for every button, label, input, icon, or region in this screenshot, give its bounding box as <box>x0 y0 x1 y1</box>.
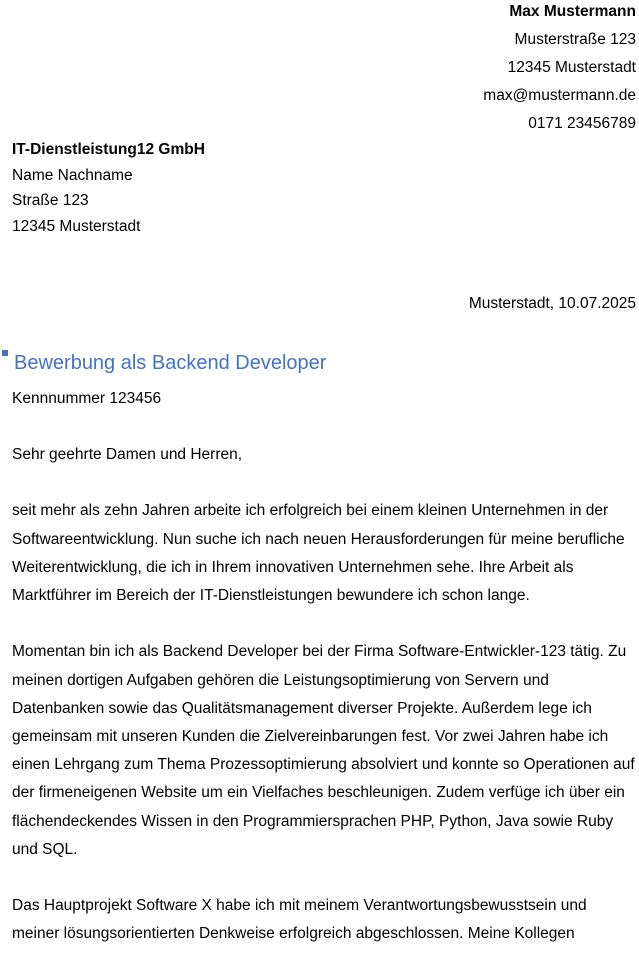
sender-phone: 0171 23456789 <box>528 115 636 132</box>
recipient-contact: Name Nachname <box>12 166 133 184</box>
letter-body <box>12 441 636 977</box>
heading-marker <box>2 350 8 356</box>
recipient-city: 12345 Musterstadt <box>12 217 141 235</box>
paragraph-2: Momentan bin ich als Backend Developer bei der Firma Software-Entwickler-123 tätig. Zu meinen dortigen Aufgaben gehören die Leistungsoptimierung von Servern und Datenbanken sowie das Qualitätsmanagement diverser Projekte. Außerdem lege ich gemeinsam mit unseren Kunden die Zielvereinbarungen fest. Vor zwei Jahren habe ich einen Lehrgang zum Thema Prozessoptimierung absolviert und konnte so Operationen auf der firmeneigenen Website um ein Vielfaches beschleunigen. Zudem verfüge ich über ein flächendeckendes Wissen in den Programmiersprachen PHP, Python, Java sowie Ruby und SQL. <box>12 643 635 858</box>
sender-address <box>483 0 636 138</box>
salutation: Sehr geehrte Damen und Herren, <box>12 446 243 463</box>
sender-street: Musterstraße 123 <box>514 31 636 48</box>
recipient-company: IT-Dienstleistung12 GmbH <box>12 141 205 158</box>
sender-name: Max Mustermann <box>509 3 636 20</box>
reference-number: Kennnummer 123456 <box>12 390 162 407</box>
sender-city: 12345 Musterstadt <box>507 59 636 76</box>
recipient-address <box>12 137 205 239</box>
recipient-street: Straße 123 <box>12 192 89 209</box>
subject-heading: Bewerbung als Backend Developer <box>14 352 327 374</box>
paragraph-1: seit mehr als zehn Jahren arbeite ich erfolgreich bei einem kleinen Unternehmen in der Softwareentwicklung. Nun suche ich nach neuen Herausforderungen für meine berufliche Weiterentwicklung, die ich in Ihrem innovativen Unternehmen sehe. Ihre Arbeit als Marktführer im Bereich der IT-Dienstleistungen bewundere ich schon lange. <box>12 502 625 604</box>
paragraph-3: Das Hauptprojekt Software X habe ich mit meinem Verantwortungsbewusstsein und meiner lösungsorientierten Denkweise erfolgreich abgeschlossen. Meine Kollegen <box>12 897 587 943</box>
date-line: Musterstadt, 10.07.2025 <box>468 295 636 312</box>
sender-email: max@mustermann.de <box>483 87 636 104</box>
